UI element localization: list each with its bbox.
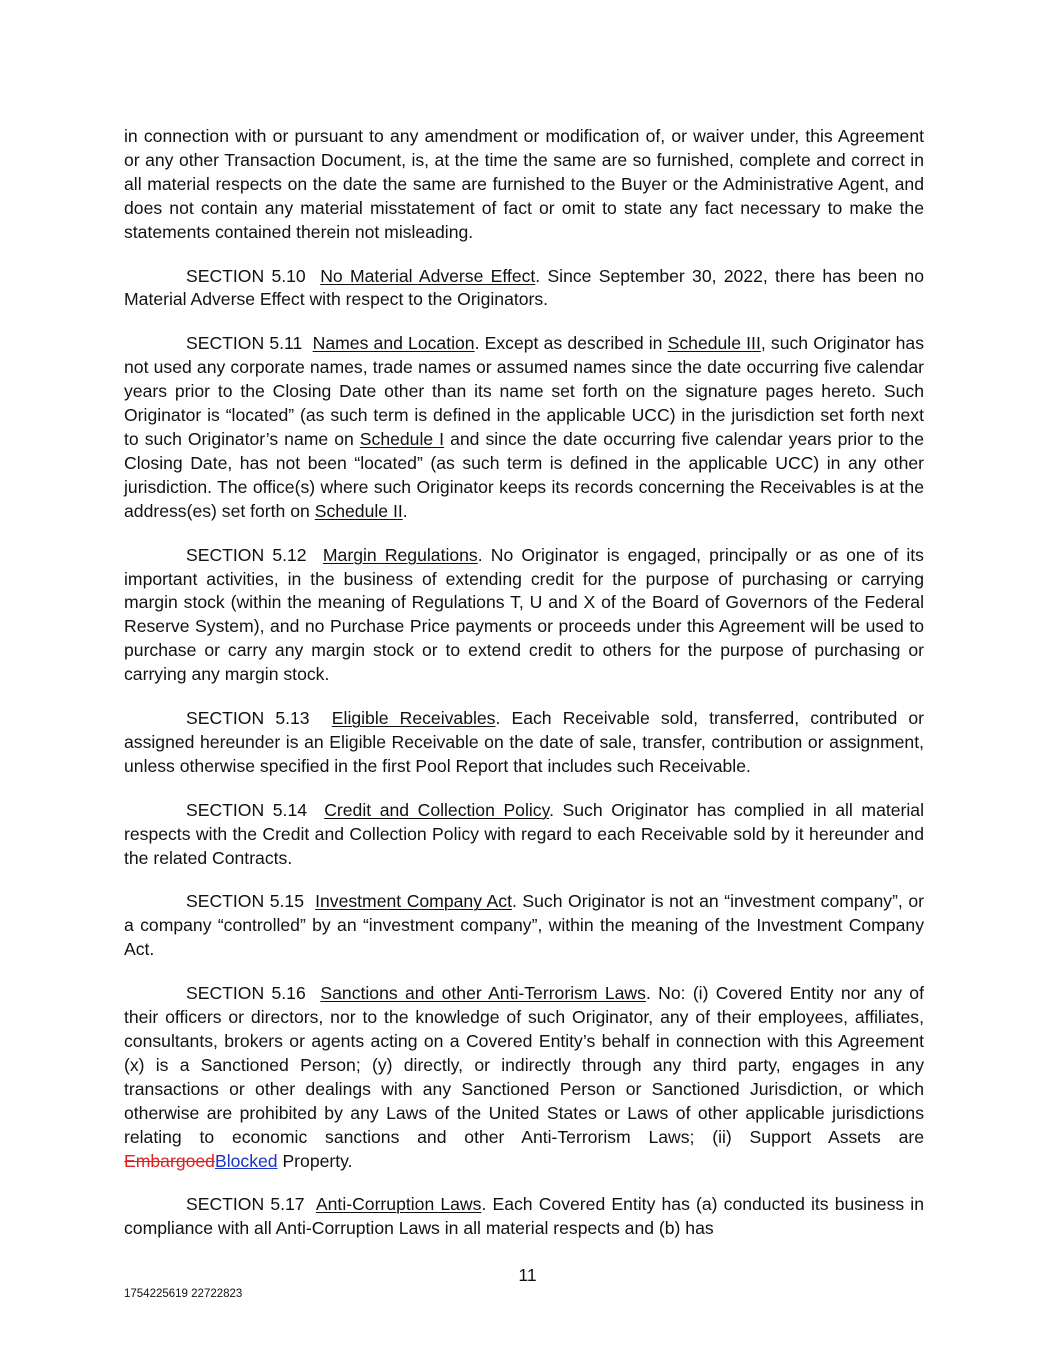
section-5-11 (124, 332, 924, 523)
section-5-12-title: Margin Regulations (322, 544, 478, 565)
section-5-17 (124, 1193, 924, 1241)
section-5-10-title: No Material Adverse Effect (320, 265, 536, 286)
section-5-11-number: SECTION 5.11 (186, 333, 303, 354)
intro-paragraph (124, 125, 924, 245)
section-5-11-text-3: and since the date occurring five calendar years prior to the Closing Date, has not been “located” (as such term is defined in the applicable UCC) in any other jurisdiction. The office(s) where such Originator keeps its records concerning the Receivables is at the address(es) set forth on (124, 428, 924, 521)
section-5-14 (124, 799, 924, 871)
section-5-13-body: . Each Receivable sold, transferred, contributed or assigned hereunder is an Eligible Receivable on the date of sale, transfer, contribution or assignment, unless otherwise specified in the first Pool Report that includes such Receivable. (124, 708, 925, 776)
section-5-16-text-2: Property. (277, 1150, 353, 1171)
section-5-16-number: SECTION 5.16 (186, 983, 306, 1004)
section-5-15-title: Investment Company Act (315, 891, 512, 912)
section-5-10 (124, 265, 924, 313)
section-5-13 (124, 707, 924, 779)
schedule-iii-reference: Schedule III (667, 333, 761, 354)
section-5-11-text-4: . (402, 500, 408, 521)
section-5-12-number: SECTION 5.12 (186, 544, 307, 565)
schedule-i-reference: Schedule I (359, 428, 445, 449)
inserted-text-blocked: Blocked (214, 1150, 278, 1171)
section-5-14-number: SECTION 5.14 (186, 799, 308, 820)
section-5-16 (124, 982, 924, 1173)
section-5-16-title: Sanctions and other Anti-Terrorism Laws (320, 983, 646, 1004)
section-5-13-title: Eligible Receivables (331, 708, 496, 729)
section-5-11-text-2: , such Originator has not used any corporate names, trade names or assumed names since the date occurring five calendar years prior to the Closing Date other than its name set forth on the signature pages hereto. Such Originator is “located” (as such term is defined in the applicable UCC) in the jurisdiction set forth next to such Originator’s name on (124, 333, 924, 449)
section-5-13-number: SECTION 5.13 (186, 708, 310, 729)
intro-text: in connection with or pursuant to any amendment or modification of, or waiver under, this Agreement or any other Transaction Document, is, at the time the same are so furnished, complete and correct in all material respects on the date the same are furnished to the Buyer or the Administrative Agent, and does not contain any material misstatement of fact or omit to state any fact necessary to make the statements contained therein not misleading. (124, 126, 924, 242)
section-5-11-title: Names and Location (312, 333, 475, 354)
section-5-14-body: . Such Originator has complied in all material respects with the Credit and Collection Policy with regard to each Receivable sold by it hereunder and the related Contracts. (124, 799, 924, 868)
section-5-10-number: SECTION 5.10 (186, 265, 306, 286)
schedule-ii-reference: Schedule II (314, 500, 403, 521)
section-5-11-text-1: . Except as described in (474, 333, 668, 354)
section-5-10-body: . Since September 30, 2022, there has been no Material Adverse Effect with respect to the Originators. (124, 265, 924, 310)
section-5-17-title: Anti-Corruption Laws (315, 1194, 482, 1215)
deleted-text-embargoed: Embargoed (124, 1150, 215, 1171)
section-5-17-body: . Each Covered Entity has (a) conducted its business in compliance with all Anti-Corruption Laws in all material respects and (b) has (124, 1194, 924, 1239)
document-body (124, 125, 924, 1261)
section-5-16-text-1: . No: (i) Covered Entity nor any of their officers or directors, nor to the knowledge of such Originator, any of their employees, affiliates, consultants, brokers or agents acting on a Covered Entity’s behalf in connection with this Agreement (x) is a Sanctioned Person; (y) directly, or indirectly through any third party, engages in any transactions or other dealings with any Sanctioned Person or Sanctioned Jurisdiction, or which otherwise are prohibited by any Laws of the United States or Laws of other applicable jurisdictions relating to economic sanctions and other Anti-Terrorism Laws; (ii) Support Assets are (124, 983, 924, 1147)
document-id: 1754225619 22722823 (124, 1288, 243, 1300)
section-5-15-number: SECTION 5.15 (186, 891, 304, 912)
page-number: 11 (518, 1265, 537, 1285)
section-5-15 (124, 890, 924, 962)
section-5-17-number: SECTION 5.17 (186, 1194, 305, 1215)
section-5-12 (124, 544, 924, 687)
section-5-15-body: . Such Originator is not an “investment company”, or a company “controlled” by an “investment company”, within the meaning of the Investment Company Act. (124, 891, 925, 960)
section-5-14-title: Credit and Collection Policy (324, 799, 550, 820)
section-5-12-body: . No Originator is engaged, principally or as one of its important activities, in the business of extending credit for the purpose of purchasing or carrying margin stock (within the meaning of Regulations T, U and X of the Board of Governors of the Federal Reserve System), and no Purchase Price payments or proceeds under this Agreement will be used to purchase or carry any margin stock or to extend credit to others for the purpose of purchasing or carrying any margin stock. (124, 544, 924, 685)
